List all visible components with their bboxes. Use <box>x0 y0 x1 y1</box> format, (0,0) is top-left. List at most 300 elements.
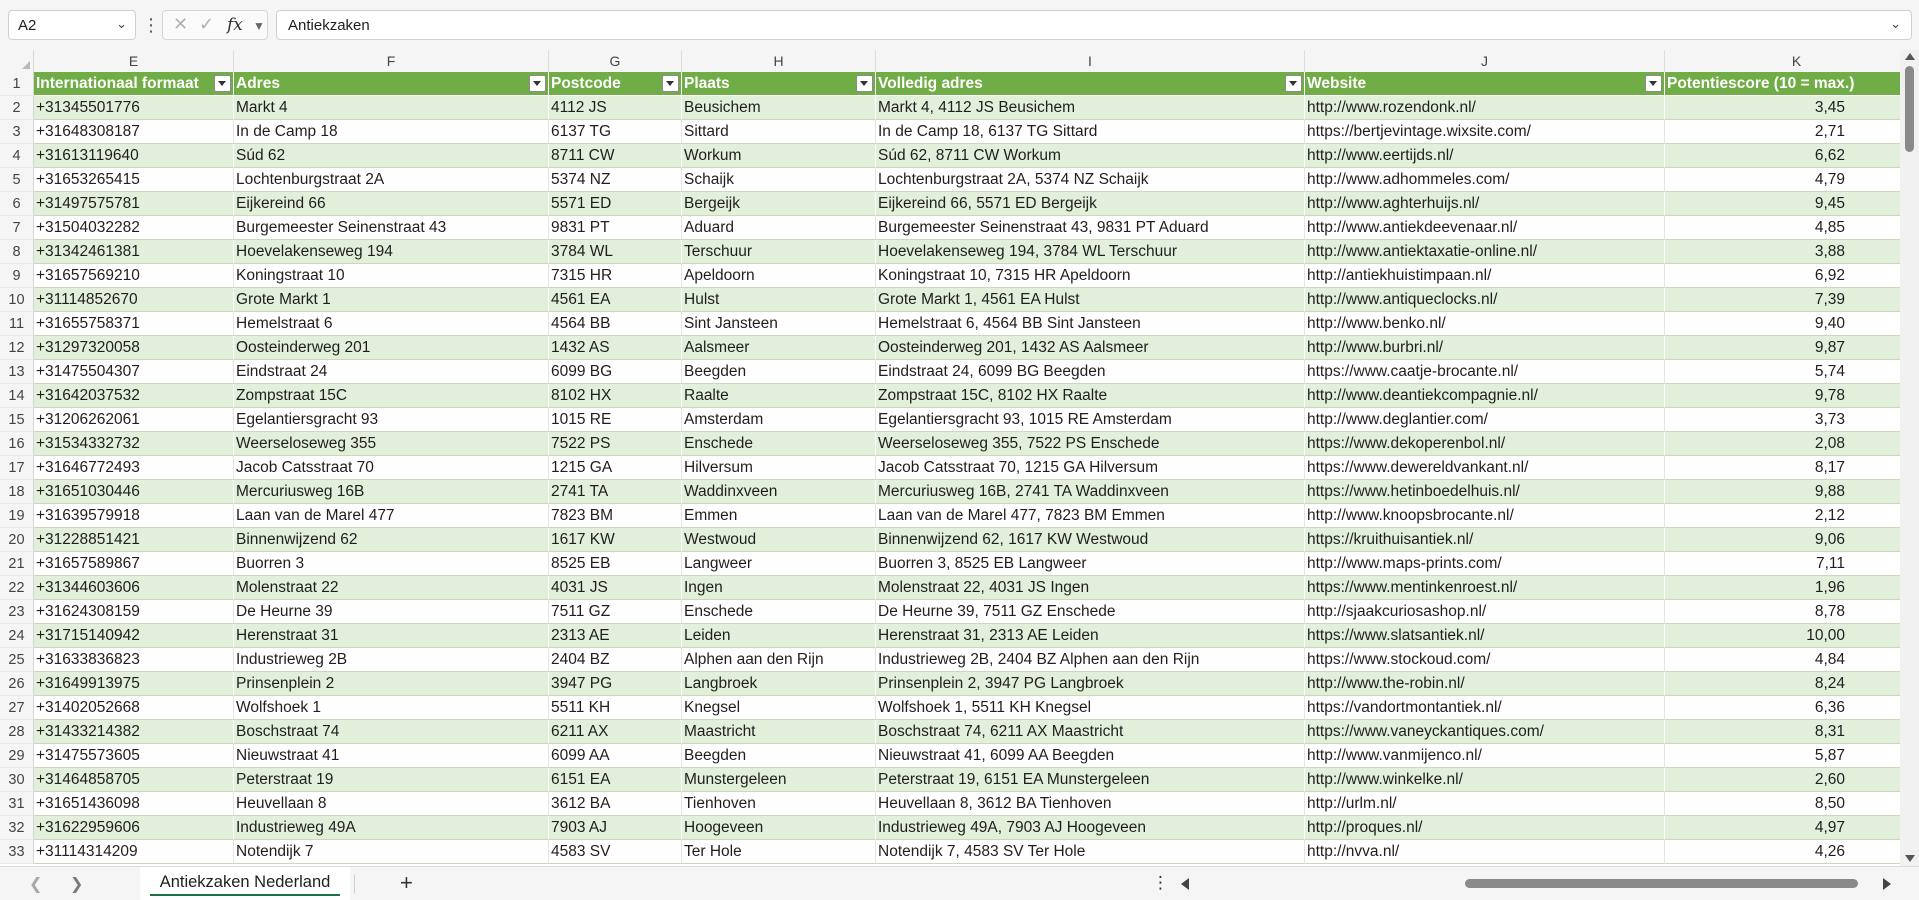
scroll-up-icon[interactable] <box>1905 53 1915 60</box>
cell-volledig-adres[interactable]: Oosteinderweg 201, 1432 AS Aalsmeer <box>876 336 1305 360</box>
cell-website[interactable]: https://vandortmontantiek.nl/ <box>1305 696 1665 720</box>
cell-website[interactable]: https://www.vaneyckantiques.com/ <box>1305 720 1665 744</box>
cell-plaats[interactable]: Raalte <box>682 384 876 408</box>
cell-website[interactable]: https://bertjevintage.wixsite.com/ <box>1305 120 1665 144</box>
scroll-right-icon[interactable] <box>1883 878 1891 890</box>
confirm-icon[interactable]: ✓ <box>199 14 215 34</box>
cell-internationaal-formaat[interactable]: +31345501776 <box>34 96 234 120</box>
horizontal-scroll-thumb[interactable] <box>1465 879 1858 888</box>
cell-website[interactable]: https://kruithuisantiek.nl/ <box>1305 528 1665 552</box>
cell-potentiescore[interactable]: 9,40 <box>1665 312 1900 336</box>
cell-adres[interactable]: Grote Markt 1 <box>234 288 549 312</box>
row-header[interactable]: 33 <box>0 840 34 864</box>
cell-volledig-adres[interactable]: Peterstraat 19, 6151 EA Munstergeleen <box>876 768 1305 792</box>
filter-dropdown-icon[interactable] <box>662 75 679 92</box>
row-header[interactable]: 9 <box>0 264 34 288</box>
cell-internationaal-formaat[interactable]: +31464858705 <box>34 768 234 792</box>
cell-adres[interactable]: In de Camp 18 <box>234 120 549 144</box>
row-header[interactable]: 32 <box>0 816 34 840</box>
cell-adres[interactable]: Molenstraat 22 <box>234 576 549 600</box>
cell-adres[interactable]: Prinsenplein 2 <box>234 672 549 696</box>
cell-potentiescore[interactable]: 8,78 <box>1665 600 1900 624</box>
header-cell-plaats[interactable] <box>682 72 876 96</box>
cell-potentiescore[interactable]: 5,74 <box>1665 360 1900 384</box>
cell-plaats[interactable]: Beegden <box>682 744 876 768</box>
row-header[interactable]: 21 <box>0 552 34 576</box>
cell-website[interactable]: http://urlm.nl/ <box>1305 792 1665 816</box>
cell-potentiescore[interactable]: 3,88 <box>1665 240 1900 264</box>
cell-adres[interactable]: Egelantiersgracht 93 <box>234 408 549 432</box>
cell-postcode[interactable]: 3612 BA <box>549 792 682 816</box>
cell-plaats[interactable]: Westwoud <box>682 528 876 552</box>
cell-adres[interactable]: Boschstraat 74 <box>234 720 549 744</box>
cell-volledig-adres[interactable]: Hoevelakenseweg 194, 3784 WL Terschuur <box>876 240 1305 264</box>
cell-adres[interactable]: Oosteinderweg 201 <box>234 336 549 360</box>
cell-internationaal-formaat[interactable]: +31433214382 <box>34 720 234 744</box>
cell-potentiescore[interactable]: 6,92 <box>1665 264 1900 288</box>
cell-volledig-adres[interactable]: Laan van de Marel 477, 7823 BM Emmen <box>876 504 1305 528</box>
cell-website[interactable]: https://www.dekoperenbol.nl/ <box>1305 432 1665 456</box>
cell-plaats[interactable]: Beegden <box>682 360 876 384</box>
cell-postcode[interactable]: 3784 WL <box>549 240 682 264</box>
cell-website[interactable]: https://www.slatsantiek.nl/ <box>1305 624 1665 648</box>
cell-potentiescore[interactable]: 10,00 <box>1665 624 1900 648</box>
next-sheet-icon[interactable]: ❯ <box>70 876 84 893</box>
cell-potentiescore[interactable]: 6,62 <box>1665 144 1900 168</box>
cell-plaats[interactable]: Enschede <box>682 600 876 624</box>
cell-website[interactable]: http://www.aghterhuijs.nl/ <box>1305 192 1665 216</box>
cell-internationaal-formaat[interactable]: +31639579918 <box>34 504 234 528</box>
cell-postcode[interactable]: 4583 SV <box>549 840 682 864</box>
cell-internationaal-formaat[interactable]: +31297320058 <box>34 336 234 360</box>
filter-dropdown-icon[interactable] <box>1285 75 1302 92</box>
cell-volledig-adres[interactable]: Binnenwijzend 62, 1617 KW Westwoud <box>876 528 1305 552</box>
cell-adres[interactable]: Mercuriusweg 16B <box>234 480 549 504</box>
cell-internationaal-formaat[interactable]: +31649913975 <box>34 672 234 696</box>
cell-website[interactable]: http://www.vanmijenco.nl/ <box>1305 744 1665 768</box>
cell-website[interactable]: http://www.maps-prints.com/ <box>1305 552 1665 576</box>
cell-plaats[interactable]: Beusichem <box>682 96 876 120</box>
cell-postcode[interactable]: 1215 GA <box>549 456 682 480</box>
cell-postcode[interactable]: 4564 BB <box>549 312 682 336</box>
cell-website[interactable]: http://www.deantiekcompagnie.nl/ <box>1305 384 1665 408</box>
cell-adres[interactable]: Súd 62 <box>234 144 549 168</box>
column-header-e[interactable]: E <box>34 50 234 72</box>
cell-internationaal-formaat[interactable]: +31475504307 <box>34 360 234 384</box>
cell-adres[interactable]: Burgemeester Seinenstraat 43 <box>234 216 549 240</box>
header-cell-volledig-adres[interactable] <box>876 72 1305 96</box>
cell-plaats[interactable]: Maastricht <box>682 720 876 744</box>
cell-internationaal-formaat[interactable]: +31206262061 <box>34 408 234 432</box>
cell-potentiescore[interactable]: 4,79 <box>1665 168 1900 192</box>
add-sheet-button[interactable]: + <box>400 870 413 895</box>
cell-adres[interactable]: Wolfshoek 1 <box>234 696 549 720</box>
cell-internationaal-formaat[interactable]: +31114852670 <box>34 288 234 312</box>
chevron-down-icon[interactable]: ▼ <box>253 19 265 33</box>
cell-website[interactable]: http://proques.nl/ <box>1305 816 1665 840</box>
row-header[interactable]: 20 <box>0 528 34 552</box>
row-header[interactable]: 15 <box>0 408 34 432</box>
cell-adres[interactable]: Industrieweg 2B <box>234 648 549 672</box>
cell-internationaal-formaat[interactable]: +31613119640 <box>34 144 234 168</box>
cell-website[interactable]: http://www.knoopsbrocante.nl/ <box>1305 504 1665 528</box>
cell-potentiescore[interactable]: 8,17 <box>1665 456 1900 480</box>
cell-website[interactable]: https://www.hetinboedelhuis.nl/ <box>1305 480 1665 504</box>
cell-internationaal-formaat[interactable]: +31648308187 <box>34 120 234 144</box>
cell-plaats[interactable]: Alphen aan den Rijn <box>682 648 876 672</box>
cell-volledig-adres[interactable]: Koningstraat 10, 7315 HR Apeldoorn <box>876 264 1305 288</box>
filter-dropdown-icon[interactable] <box>856 75 873 92</box>
cell-website[interactable]: http://www.eertijds.nl/ <box>1305 144 1665 168</box>
cell-plaats[interactable]: Enschede <box>682 432 876 456</box>
cell-potentiescore[interactable]: 5,87 <box>1665 744 1900 768</box>
header-cell-potentiescore[interactable] <box>1665 72 1900 96</box>
cell-internationaal-formaat[interactable]: +31657589867 <box>34 552 234 576</box>
vertical-scroll-thumb[interactable] <box>1905 66 1914 152</box>
cell-website[interactable]: http://www.the-robin.nl/ <box>1305 672 1665 696</box>
filter-dropdown-icon[interactable] <box>529 75 546 92</box>
cell-internationaal-formaat[interactable]: +31342461381 <box>34 240 234 264</box>
row-header[interactable]: 19 <box>0 504 34 528</box>
cell-website[interactable]: http://www.winkelke.nl/ <box>1305 768 1665 792</box>
cell-adres[interactable]: Hemelstraat 6 <box>234 312 549 336</box>
cell-potentiescore[interactable]: 1,96 <box>1665 576 1900 600</box>
cell-internationaal-formaat[interactable]: +31534332732 <box>34 432 234 456</box>
cell-postcode[interactable]: 8711 CW <box>549 144 682 168</box>
column-header-j[interactable]: J <box>1305 50 1665 72</box>
cell-internationaal-formaat[interactable]: +31402052668 <box>34 696 234 720</box>
cell-potentiescore[interactable]: 8,24 <box>1665 672 1900 696</box>
cell-adres[interactable]: De Heurne 39 <box>234 600 549 624</box>
cell-potentiescore[interactable]: 3,45 <box>1665 96 1900 120</box>
cell-volledig-adres[interactable]: Markt 4, 4112 JS Beusichem <box>876 96 1305 120</box>
cell-postcode[interactable]: 1617 KW <box>549 528 682 552</box>
cell-website[interactable]: http://sjaakcuriosashop.nl/ <box>1305 600 1665 624</box>
cell-plaats[interactable]: Bergeijk <box>682 192 876 216</box>
cell-plaats[interactable]: Munstergeleen <box>682 768 876 792</box>
cell-adres[interactable]: Peterstraat 19 <box>234 768 549 792</box>
cell-potentiescore[interactable]: 2,71 <box>1665 120 1900 144</box>
cell-potentiescore[interactable]: 7,11 <box>1665 552 1900 576</box>
cell-volledig-adres[interactable]: Grote Markt 1, 4561 EA Hulst <box>876 288 1305 312</box>
row-header[interactable]: 13 <box>0 360 34 384</box>
cell-website[interactable]: http://www.antiektaxatie-online.nl/ <box>1305 240 1665 264</box>
cell-website[interactable]: https://www.stockoud.com/ <box>1305 648 1665 672</box>
cell-website[interactable]: http://nvva.nl/ <box>1305 840 1665 864</box>
cell-volledig-adres[interactable]: Mercuriusweg 16B, 2741 TA Waddinxveen <box>876 480 1305 504</box>
cell-postcode[interactable]: 8525 EB <box>549 552 682 576</box>
cell-internationaal-formaat[interactable]: +31651436098 <box>34 792 234 816</box>
cell-internationaal-formaat[interactable]: +31497575781 <box>34 192 234 216</box>
cell-volledig-adres[interactable]: Jacob Catsstraat 70, 1215 GA Hilversum <box>876 456 1305 480</box>
cell-plaats[interactable]: Emmen <box>682 504 876 528</box>
cell-volledig-adres[interactable]: Wolfshoek 1, 5511 KH Knegsel <box>876 696 1305 720</box>
cell-postcode[interactable]: 5511 KH <box>549 696 682 720</box>
cell-internationaal-formaat[interactable]: +31504032282 <box>34 216 234 240</box>
row-header[interactable]: 4 <box>0 144 34 168</box>
more-options-icon[interactable]: ⋮ <box>1152 873 1169 892</box>
cell-postcode[interactable]: 1015 RE <box>549 408 682 432</box>
cell-plaats[interactable]: Ter Hole <box>682 840 876 864</box>
cell-potentiescore[interactable]: 9,06 <box>1665 528 1900 552</box>
cell-internationaal-formaat[interactable]: +31228851421 <box>34 528 234 552</box>
cell-volledig-adres[interactable]: Lochtenburgstraat 2A, 5374 NZ Schaijk <box>876 168 1305 192</box>
cell-volledig-adres[interactable]: Weerseloseweg 355, 7522 PS Enschede <box>876 432 1305 456</box>
cell-postcode[interactable]: 4561 EA <box>549 288 682 312</box>
cell-plaats[interactable]: Tienhoven <box>682 792 876 816</box>
cell-potentiescore[interactable]: 7,39 <box>1665 288 1900 312</box>
cell-plaats[interactable]: Amsterdam <box>682 408 876 432</box>
cell-volledig-adres[interactable]: Buorren 3, 8525 EB Langweer <box>876 552 1305 576</box>
cell-internationaal-formaat[interactable]: +31653265415 <box>34 168 234 192</box>
cell-plaats[interactable]: Aalsmeer <box>682 336 876 360</box>
cell-postcode[interactable]: 7522 PS <box>549 432 682 456</box>
cell-potentiescore[interactable]: 2,60 <box>1665 768 1900 792</box>
cell-postcode[interactable]: 6137 TG <box>549 120 682 144</box>
cell-potentiescore[interactable]: 2,08 <box>1665 432 1900 456</box>
cell-plaats[interactable]: Ingen <box>682 576 876 600</box>
row-header[interactable]: 25 <box>0 648 34 672</box>
insert-function-icon[interactable]: fx <box>227 15 243 35</box>
row-header[interactable]: 27 <box>0 696 34 720</box>
cell-adres[interactable]: Industrieweg 49A <box>234 816 549 840</box>
cell-postcode[interactable]: 6099 BG <box>549 360 682 384</box>
row-header[interactable]: 7 <box>0 216 34 240</box>
cell-internationaal-formaat[interactable]: +31657569210 <box>34 264 234 288</box>
column-header-k[interactable]: K <box>1665 50 1900 72</box>
cell-website[interactable]: https://www.caatje-brocante.nl/ <box>1305 360 1665 384</box>
sheet-tab-antiekzaken[interactable] <box>140 867 350 900</box>
cell-volledig-adres[interactable]: In de Camp 18, 6137 TG Sittard <box>876 120 1305 144</box>
vertical-scrollbar[interactable] <box>1900 50 1919 866</box>
cell-postcode[interactable]: 7903 AJ <box>549 816 682 840</box>
cell-volledig-adres[interactable]: Heuvellaan 8, 3612 BA Tienhoven <box>876 792 1305 816</box>
column-header-f[interactable]: F <box>234 50 549 72</box>
cell-plaats[interactable]: Knegsel <box>682 696 876 720</box>
filter-dropdown-icon[interactable] <box>1645 75 1662 92</box>
cell-adres[interactable]: Heuvellaan 8 <box>234 792 549 816</box>
row-header[interactable]: 23 <box>0 600 34 624</box>
header-cell-adres[interactable] <box>234 72 549 96</box>
cell-internationaal-formaat[interactable]: +31622959606 <box>34 816 234 840</box>
cell-website[interactable]: http://www.adhommeles.com/ <box>1305 168 1665 192</box>
cell-adres[interactable]: Buorren 3 <box>234 552 549 576</box>
expand-formula-icon[interactable]: ⌄ <box>1890 16 1901 31</box>
cell-plaats[interactable]: Terschuur <box>682 240 876 264</box>
cell-plaats[interactable]: Sittard <box>682 120 876 144</box>
cell-adres[interactable]: Weerseloseweg 355 <box>234 432 549 456</box>
cell-volledig-adres[interactable]: Súd 62, 8711 CW Workum <box>876 144 1305 168</box>
cell-potentiescore[interactable]: 9,45 <box>1665 192 1900 216</box>
cell-potentiescore[interactable]: 4,97 <box>1665 816 1900 840</box>
row-header[interactable]: 12 <box>0 336 34 360</box>
cell-plaats[interactable]: Aduard <box>682 216 876 240</box>
row-header[interactable]: 28 <box>0 720 34 744</box>
column-header-h[interactable]: H <box>682 50 876 72</box>
cell-adres[interactable]: Koningstraat 10 <box>234 264 549 288</box>
cell-postcode[interactable]: 2741 TA <box>549 480 682 504</box>
cell-volledig-adres[interactable]: Prinsenplein 2, 3947 PG Langbroek <box>876 672 1305 696</box>
divider <box>354 875 355 893</box>
cell-internationaal-formaat[interactable]: +31633836823 <box>34 648 234 672</box>
chevron-down-icon[interactable]: ⌄ <box>116 16 127 31</box>
cell-postcode[interactable]: 9831 PT <box>549 216 682 240</box>
cell-potentiescore[interactable]: 4,84 <box>1665 648 1900 672</box>
row-header[interactable]: 24 <box>0 624 34 648</box>
cell-plaats[interactable]: Waddinxveen <box>682 480 876 504</box>
cell-postcode[interactable]: 7823 BM <box>549 504 682 528</box>
column-header-g[interactable]: G <box>549 50 682 72</box>
row-header[interactable]: 5 <box>0 168 34 192</box>
cell-potentiescore[interactable]: 4,26 <box>1665 840 1900 864</box>
cell-website[interactable]: http://www.antiekdeevenaar.nl/ <box>1305 216 1665 240</box>
cell-plaats[interactable]: Workum <box>682 144 876 168</box>
cell-potentiescore[interactable]: 2,12 <box>1665 504 1900 528</box>
table-row <box>34 480 1900 504</box>
cell-postcode[interactable]: 4031 JS <box>549 576 682 600</box>
cell-volledig-adres[interactable]: De Heurne 39, 7511 GZ Enschede <box>876 600 1305 624</box>
more-options-icon[interactable]: ⋮ <box>142 15 160 35</box>
row-header[interactable]: 8 <box>0 240 34 264</box>
cell-volledig-adres[interactable]: Burgemeester Seinenstraat 43, 9831 PT Aduard <box>876 216 1305 240</box>
cell-postcode[interactable]: 6211 AX <box>549 720 682 744</box>
cell-volledig-adres[interactable]: Molenstraat 22, 4031 JS Ingen <box>876 576 1305 600</box>
cell-potentiescore[interactable]: 8,31 <box>1665 720 1900 744</box>
cell-adres[interactable]: Lochtenburgstraat 2A <box>234 168 549 192</box>
cell-adres[interactable]: Zompstraat 15C <box>234 384 549 408</box>
cell-potentiescore[interactable]: 9,78 <box>1665 384 1900 408</box>
cell-postcode[interactable]: 7511 GZ <box>549 600 682 624</box>
row-header[interactable]: 26 <box>0 672 34 696</box>
row-header[interactable]: 17 <box>0 456 34 480</box>
cell-website[interactable]: http://www.rozendonk.nl/ <box>1305 96 1665 120</box>
cell-website[interactable]: http://www.burbri.nl/ <box>1305 336 1665 360</box>
cell-plaats[interactable]: Langweer <box>682 552 876 576</box>
cell-adres[interactable]: Nieuwstraat 41 <box>234 744 549 768</box>
cell-website[interactable]: http://antiekhuistimpaan.nl/ <box>1305 264 1665 288</box>
cell-adres[interactable]: Eijkereind 66 <box>234 192 549 216</box>
cell-postcode[interactable]: 7315 HR <box>549 264 682 288</box>
cell-potentiescore[interactable]: 4,85 <box>1665 216 1900 240</box>
cell-adres[interactable]: Hoevelakenseweg 194 <box>234 240 549 264</box>
cell-postcode[interactable]: 5374 NZ <box>549 168 682 192</box>
cell-internationaal-formaat[interactable]: +31646772493 <box>34 456 234 480</box>
cell-potentiescore[interactable]: 8,50 <box>1665 792 1900 816</box>
select-all-corner[interactable] <box>0 50 34 72</box>
cell-volledig-adres[interactable]: Boschstraat 74, 6211 AX Maastricht <box>876 720 1305 744</box>
cell-potentiescore[interactable]: 9,87 <box>1665 336 1900 360</box>
row-header[interactable]: 31 <box>0 792 34 816</box>
cell-postcode[interactable]: 8102 HX <box>549 384 682 408</box>
row-header[interactable]: 18 <box>0 480 34 504</box>
name-box[interactable] <box>8 10 136 40</box>
row-header[interactable]: 22 <box>0 576 34 600</box>
cell-postcode[interactable]: 4112 JS <box>549 96 682 120</box>
cell-plaats[interactable]: Hilversum <box>682 456 876 480</box>
cell-plaats[interactable]: Langbroek <box>682 672 876 696</box>
header-cell-internationaal-formaat[interactable] <box>34 72 234 96</box>
cell-adres[interactable]: Jacob Catsstraat 70 <box>234 456 549 480</box>
cell-plaats[interactable]: Sint Jansteen <box>682 312 876 336</box>
cell-volledig-adres[interactable]: Eindstraat 24, 6099 BG Beegden <box>876 360 1305 384</box>
row-header[interactable]: 2 <box>0 96 34 120</box>
row-header[interactable]: 11 <box>0 312 34 336</box>
cell-website[interactable]: http://www.benko.nl/ <box>1305 312 1665 336</box>
cell-internationaal-formaat[interactable]: +31655758371 <box>34 312 234 336</box>
scroll-down-icon[interactable] <box>1905 855 1915 862</box>
cell-volledig-adres[interactable]: Herenstraat 31, 2313 AE Leiden <box>876 624 1305 648</box>
row-header[interactable]: 16 <box>0 432 34 456</box>
filter-dropdown-icon[interactable] <box>214 75 231 92</box>
cell-adres[interactable]: Notendijk 7 <box>234 840 549 864</box>
row-header[interactable]: 30 <box>0 768 34 792</box>
cell-postcode[interactable]: 6151 EA <box>549 768 682 792</box>
cell-adres[interactable]: Laan van de Marel 477 <box>234 504 549 528</box>
cell-internationaal-formaat[interactable]: +31344603606 <box>34 576 234 600</box>
cell-plaats[interactable]: Schaijk <box>682 168 876 192</box>
cancel-icon[interactable]: ✕ <box>173 14 189 34</box>
cell-adres[interactable]: Markt 4 <box>234 96 549 120</box>
cell-volledig-adres[interactable]: Industrieweg 2B, 2404 BZ Alphen aan den Rijn <box>876 648 1305 672</box>
formula-input[interactable] <box>276 10 1912 40</box>
cell-website[interactable]: http://www.deglantier.com/ <box>1305 408 1665 432</box>
cell-potentiescore[interactable]: 3,73 <box>1665 408 1900 432</box>
cell-potentiescore[interactable]: 6,36 <box>1665 696 1900 720</box>
cell-volledig-adres[interactable]: Zompstraat 15C, 8102 HX Raalte <box>876 384 1305 408</box>
cell-plaats[interactable]: Hoogeveen <box>682 816 876 840</box>
cell-volledig-adres[interactable]: Nieuwstraat 41, 6099 AA Beegden <box>876 744 1305 768</box>
cell-plaats[interactable]: Apeldoorn <box>682 264 876 288</box>
cell-postcode[interactable]: 1432 AS <box>549 336 682 360</box>
cell-adres[interactable]: Eindstraat 24 <box>234 360 549 384</box>
cell-volledig-adres[interactable]: Egelantiersgracht 93, 1015 RE Amsterdam <box>876 408 1305 432</box>
cell-internationaal-formaat[interactable]: +31715140942 <box>34 624 234 648</box>
row-header[interactable]: 1 <box>0 72 34 96</box>
cell-website[interactable]: http://www.antiqueclocks.nl/ <box>1305 288 1665 312</box>
cell-volledig-adres[interactable]: Industrieweg 49A, 7903 AJ Hoogeveen <box>876 816 1305 840</box>
cell-plaats[interactable]: Hulst <box>682 288 876 312</box>
cell-internationaal-formaat[interactable]: +31651030446 <box>34 480 234 504</box>
cell-postcode[interactable]: 2313 AE <box>549 624 682 648</box>
cell-website[interactable]: https://www.mentinkenroest.nl/ <box>1305 576 1665 600</box>
row-header[interactable]: 14 <box>0 384 34 408</box>
header-cell-website[interactable] <box>1305 72 1665 96</box>
cell-potentiescore[interactable]: 9,88 <box>1665 480 1900 504</box>
cell-adres[interactable]: Binnenwijzend 62 <box>234 528 549 552</box>
row-header[interactable]: 10 <box>0 288 34 312</box>
column-header-i[interactable]: I <box>876 50 1305 72</box>
scroll-left-icon[interactable] <box>1181 878 1189 890</box>
cell-postcode[interactable]: 6099 AA <box>549 744 682 768</box>
cell-volledig-adres[interactable]: Hemelstraat 6, 4564 BB Sint Jansteen <box>876 312 1305 336</box>
cell-internationaal-formaat[interactable]: +31624308159 <box>34 600 234 624</box>
cell-adres[interactable]: Herenstraat 31 <box>234 624 549 648</box>
cell-volledig-adres[interactable]: Eijkereind 66, 5571 ED Bergeijk <box>876 192 1305 216</box>
cell-volledig-adres[interactable]: Notendijk 7, 4583 SV Ter Hole <box>876 840 1305 864</box>
cell-plaats[interactable]: Leiden <box>682 624 876 648</box>
cell-postcode[interactable]: 3947 PG <box>549 672 682 696</box>
row-header[interactable]: 3 <box>0 120 34 144</box>
cell-website[interactable]: https://www.dewereldvankant.nl/ <box>1305 456 1665 480</box>
cell-internationaal-formaat[interactable]: +31475573605 <box>34 744 234 768</box>
cell-internationaal-formaat[interactable]: +31642037532 <box>34 384 234 408</box>
previous-sheet-icon[interactable]: ❮ <box>29 876 43 893</box>
cell-internationaal-formaat[interactable]: +31114314209 <box>34 840 234 864</box>
row-header[interactable]: 29 <box>0 744 34 768</box>
row-header[interactable]: 6 <box>0 192 34 216</box>
cell-postcode[interactable]: 5571 ED <box>549 192 682 216</box>
cell-postcode[interactable]: 2404 BZ <box>549 648 682 672</box>
